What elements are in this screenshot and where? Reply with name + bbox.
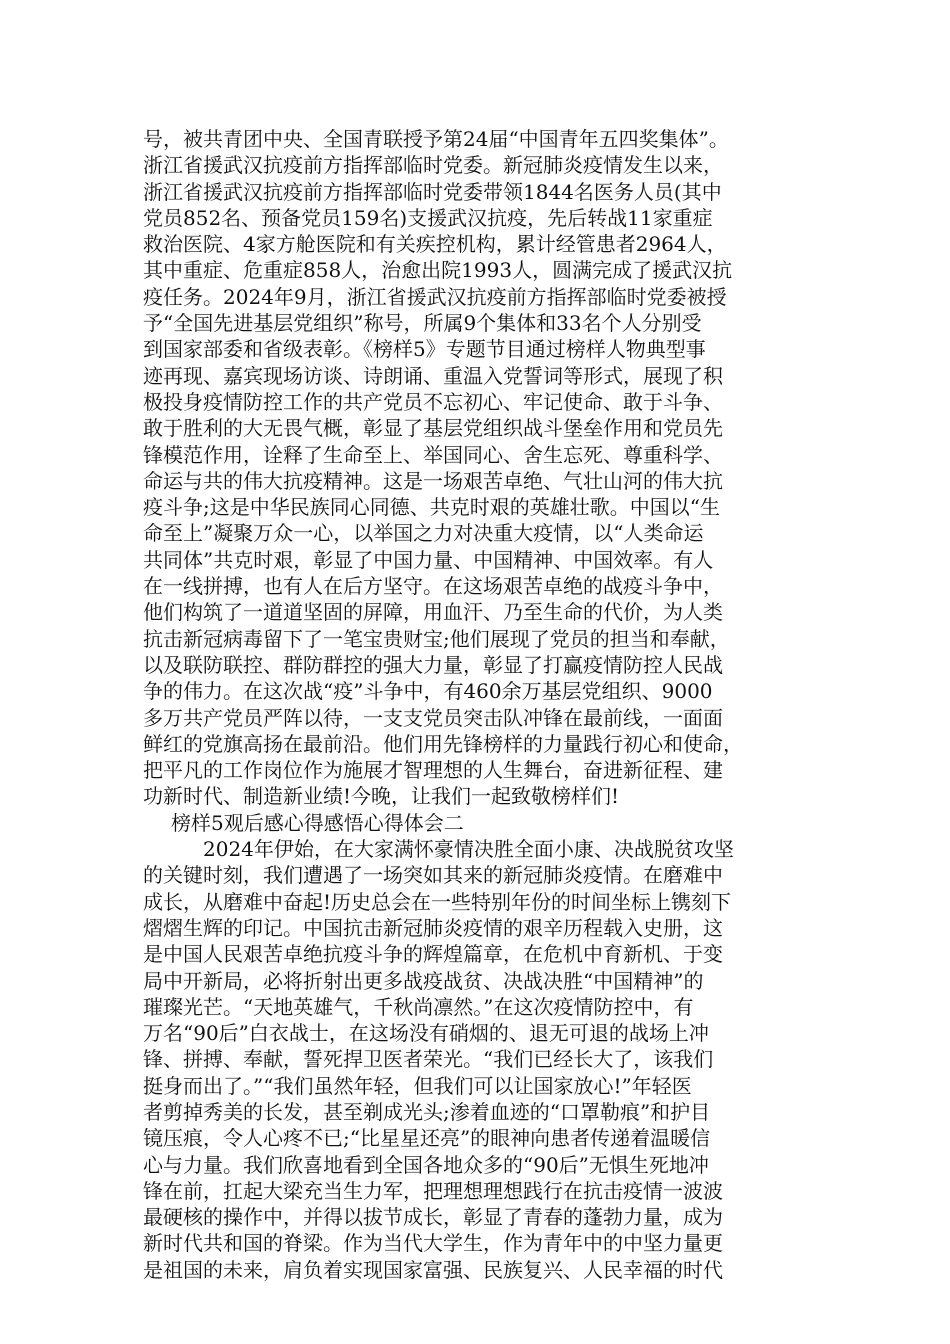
- text-line: 到国家部委和省级表彰。《榜样5》专题节目通过榜样人物典型事: [143, 337, 706, 362]
- text-line: 锋、拼搏、奉献，誓死捍卫医者荣光。“我们已经长大了，该我们: [143, 1047, 714, 1072]
- text-line: 锋模范作用，诠释了生命至上、举国同心、舍生忘死、尊重科学、: [143, 442, 723, 467]
- text-line: 挺身而出了。”“我们虽然年轻，但我们可以让国家放心!”年轻医: [143, 1073, 692, 1098]
- text-line: 命运与共的伟大抗疫精神。这是一场艰苦卓绝、气壮山河的伟大抗: [143, 468, 723, 493]
- text-line: 敢于胜利的大无畏气概，彰显了基层党组织战斗堡垒作用和党员先: [143, 416, 723, 441]
- text-line: 命至上”凝聚万众一心，以举国之力对决重大疫情，以“人类命运: [143, 521, 704, 546]
- text-line: 鲜红的党旗高扬在最前沿。他们用先锋榜样的力量践行初心和使命，: [143, 731, 743, 756]
- text-line: 锋在前，扛起大梁充当生力军，把理想理想践行在抗击疫情一波波: [143, 1178, 723, 1203]
- text-line: 他们构筑了一道道坚固的屏障，用血汗、乃至生命的代价，为人类: [143, 600, 723, 625]
- text-line: 共同体”共克时艰，彰显了中国力量、中国精神、中国效率。有人: [143, 547, 714, 572]
- text-line: 予“全国先进基层党组织”称号，所属9个集体和33名个人分别受: [143, 311, 702, 336]
- text-line: 者剪掉秀美的长发，甚至剃成光头;渗着血迹的“口罩勒痕”和护目: [143, 1099, 711, 1124]
- text-line: 争的伟力。在这次战“疫”斗争中，有460余万基层党组织、9000: [143, 679, 713, 704]
- text-line: 的关键时刻，我们遭遇了一场突如其来的新冠肺炎疫情。在磨难中: [143, 863, 723, 888]
- text-line: 抗击新冠病毒留下了一笔宝贵财宝;他们展现了党员的担当和奉献，: [143, 626, 730, 651]
- text-line: 最硬核的操作中，并得以拔节成长，彰显了青春的蓬勃力量，成为: [143, 1205, 723, 1230]
- text-line: 新时代共和国的脊梁。作为当代大学生，作为青年中的中坚力量更: [143, 1231, 723, 1256]
- text-line: 璀璨光芒。“天地英雄气，千秋尚凛然。”在这次疫情防控中，有: [143, 994, 694, 1019]
- text-line: 疫任务。2024年9月，浙江省援武汉抗疫前方指挥部临时党委被授: [143, 284, 727, 309]
- text-line: 极投身疫情防控工作的共产党员不忘初心、牢记使命、敢于斗争、: [143, 389, 723, 414]
- section-heading: 榜样5观后感心得感悟心得体会二: [171, 810, 464, 835]
- text-line: 局中开新局，必将折射出更多战疫战贫、决战决胜“中国精神”的: [143, 968, 704, 993]
- document-body: [143, 126, 823, 1283]
- text-line: 是祖国的未来，肩负着实现国家富强、民族复兴、人民幸福的时代: [143, 1257, 723, 1282]
- text-line: 以及联防联控、群防群控的强大力量，彰显了打赢疫情防控人民战: [143, 652, 723, 677]
- text-line: 成长，从磨难中奋起!历史总会在一些特别年份的时间坐标上镌刻下: [143, 889, 732, 914]
- text-line: 熠熠生辉的印记。中国抗击新冠肺炎疫情的艰辛历程载入史册，这: [143, 915, 723, 940]
- text-line: 浙江省援武汉抗疫前方指挥部临时党委。新冠肺炎疫情发生以来，: [143, 153, 723, 178]
- text-line: 迹再现、嘉宾现场访谈、诗朗诵、重温入党誓词等形式，展现了积: [143, 363, 723, 388]
- text-line: 镜压痕，令人心疼不已;“比星星还亮”的眼神向患者传递着温暖信: [143, 1126, 711, 1151]
- text-line: 救治医院、4家方舱医院和有关疾控机构，累计经管患者2964人，: [143, 232, 727, 257]
- text-line: 党员852名、预备党员159名)支援武汉抗疫，先后转战11家重症: [143, 205, 713, 230]
- text-line: 心与力量。我们欣喜地看到全国各地众多的“90后”无惧生死地冲: [143, 1152, 709, 1177]
- text-line: 疫斗争;这是中华民族同心同德、共克时艰的英雄壮歌。中国以“生: [143, 495, 720, 520]
- text-line: 在一线拼搏，也有人在后方坚守。在这场艰苦卓绝的战疫斗争中，: [143, 574, 723, 599]
- text-line: 号，被共青团中央、全国青联授予第24届“中国青年五四奖集体”。: [143, 127, 729, 151]
- text-line: 浙江省援武汉抗疫前方指挥部临时党委带领1844名医务人员(其中: [143, 179, 722, 204]
- text-line: 把平凡的工作岗位作为施展才智理想的人生舞台，奋进新征程、建: [143, 758, 723, 783]
- text-line: 功新时代、制造新业绩!今晚，让我们一起致敬榜样们!: [143, 784, 620, 809]
- text-line: 其中重症、危重症858人，治愈出院1993人，圆满完成了援武汉抗: [143, 258, 733, 283]
- text-line: 2024年伊始，在大家满怀豪情决胜全面小康、决战脱贫攻坚: [203, 837, 734, 862]
- text-line: 多万共产党员严阵以待，一支支党员突击队冲锋在最前线，一面面: [143, 705, 723, 730]
- text-line: 是中国人民艰苦卓绝抗疫斗争的辉煌篇章，在危机中育新机、于变: [143, 942, 723, 967]
- text-line: 万名“90后”白衣战士，在这场没有硝烟的、退无可退的战场上冲: [143, 1021, 709, 1046]
